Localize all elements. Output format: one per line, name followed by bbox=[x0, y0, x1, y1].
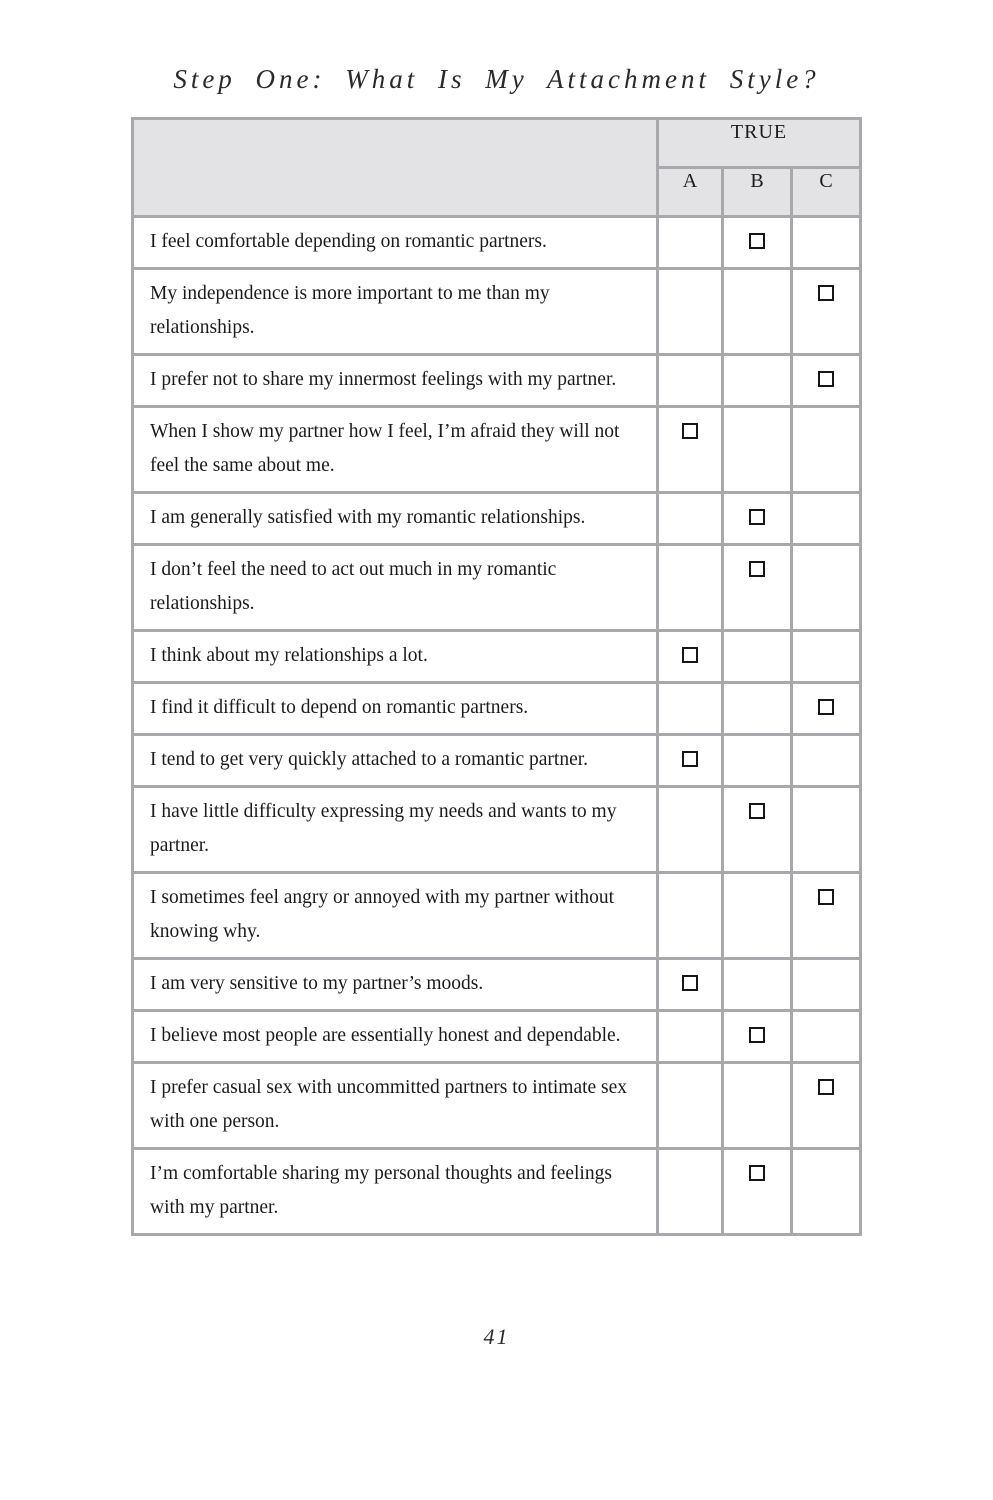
checkbox-cell-c[interactable] bbox=[792, 1149, 861, 1235]
empty-checkbox-icon[interactable] bbox=[818, 285, 834, 301]
checkbox-cell-c[interactable] bbox=[792, 217, 861, 269]
checkbox-cell-c[interactable] bbox=[792, 493, 861, 545]
empty-checkbox-icon[interactable] bbox=[749, 1027, 765, 1043]
checkbox-cell-b[interactable] bbox=[723, 735, 792, 787]
statement-cell: When I show my partner how I feel, I’m afraid they will not feel the same about me. bbox=[133, 407, 658, 493]
empty-checkbox-icon[interactable] bbox=[818, 699, 834, 715]
column-header-c: C bbox=[792, 168, 861, 217]
checkbox-cell-a[interactable] bbox=[658, 1063, 723, 1149]
checkbox-cell-c[interactable] bbox=[792, 683, 861, 735]
checkbox-cell-a[interactable] bbox=[658, 217, 723, 269]
checkbox-cell-c[interactable] bbox=[792, 873, 861, 959]
checkbox-cell-b[interactable] bbox=[723, 355, 792, 407]
statement-cell: I don’t feel the need to act out much in my romantic relationships. bbox=[133, 545, 658, 631]
table-row bbox=[133, 959, 861, 1011]
table-row bbox=[133, 683, 861, 735]
table-row bbox=[133, 631, 861, 683]
checkbox-cell-b[interactable] bbox=[723, 407, 792, 493]
checkbox-cell-b[interactable] bbox=[723, 493, 792, 545]
empty-checkbox-icon[interactable] bbox=[749, 803, 765, 819]
column-header-b: B bbox=[723, 168, 792, 217]
true-group-header: TRUE bbox=[658, 119, 861, 168]
checkbox-cell-c[interactable] bbox=[792, 1063, 861, 1149]
checkbox-cell-a[interactable] bbox=[658, 787, 723, 873]
checkbox-cell-a[interactable] bbox=[658, 407, 723, 493]
empty-checkbox-icon[interactable] bbox=[818, 1079, 834, 1095]
empty-checkbox-icon[interactable] bbox=[682, 647, 698, 663]
empty-checkbox-icon[interactable] bbox=[682, 423, 698, 439]
checkbox-cell-a[interactable] bbox=[658, 545, 723, 631]
column-header-a: A bbox=[658, 168, 723, 217]
table-row bbox=[133, 355, 861, 407]
checkbox-cell-b[interactable] bbox=[723, 787, 792, 873]
corner-cell bbox=[133, 119, 658, 217]
statement-cell: I think about my relationships a lot. bbox=[133, 631, 658, 683]
statement-cell: I feel comfortable depending on romantic partners. bbox=[133, 217, 658, 269]
table-row bbox=[133, 735, 861, 787]
checkbox-cell-c[interactable] bbox=[792, 787, 861, 873]
checkbox-cell-a[interactable] bbox=[658, 631, 723, 683]
checkbox-cell-b[interactable] bbox=[723, 959, 792, 1011]
empty-checkbox-icon[interactable] bbox=[682, 751, 698, 767]
checkbox-cell-c[interactable] bbox=[792, 735, 861, 787]
checkbox-cell-a[interactable] bbox=[658, 959, 723, 1011]
statement-cell: I prefer casual sex with uncommitted partners to intimate sex with one person. bbox=[133, 1063, 658, 1149]
table-row bbox=[133, 407, 861, 493]
checkbox-cell-c[interactable] bbox=[792, 1011, 861, 1063]
checkbox-cell-b[interactable] bbox=[723, 873, 792, 959]
group-header-row bbox=[133, 119, 861, 168]
empty-checkbox-icon[interactable] bbox=[749, 561, 765, 577]
checkbox-cell-a[interactable] bbox=[658, 735, 723, 787]
page-title: Step One: What Is My Attachment Style? bbox=[173, 64, 820, 94]
checkbox-cell-b[interactable] bbox=[723, 631, 792, 683]
empty-checkbox-icon[interactable] bbox=[749, 509, 765, 525]
statement-cell: I have little difficulty expressing my needs and wants to my partner. bbox=[133, 787, 658, 873]
checkbox-cell-b[interactable] bbox=[723, 545, 792, 631]
checkbox-cell-c[interactable] bbox=[792, 631, 861, 683]
statement-cell: I am very sensitive to my partner’s moods. bbox=[133, 959, 658, 1011]
checkbox-cell-a[interactable] bbox=[658, 1011, 723, 1063]
checkbox-cell-a[interactable] bbox=[658, 355, 723, 407]
checkbox-cell-b[interactable] bbox=[723, 1063, 792, 1149]
statement-cell: I sometimes feel angry or annoyed with my partner without knowing why. bbox=[133, 873, 658, 959]
checkbox-cell-b[interactable] bbox=[723, 1011, 792, 1063]
statement-cell: I prefer not to share my innermost feelings with my partner. bbox=[133, 355, 658, 407]
checkbox-cell-c[interactable] bbox=[792, 959, 861, 1011]
table-row bbox=[133, 787, 861, 873]
statement-cell: I tend to get very quickly attached to a romantic partner. bbox=[133, 735, 658, 787]
empty-checkbox-icon[interactable] bbox=[749, 233, 765, 249]
table-row bbox=[133, 545, 861, 631]
checkbox-cell-b[interactable] bbox=[723, 683, 792, 735]
checkbox-cell-c[interactable] bbox=[792, 355, 861, 407]
checkbox-cell-b[interactable] bbox=[723, 269, 792, 355]
table-row bbox=[133, 269, 861, 355]
statement-cell: I find it difficult to depend on romantic partners. bbox=[133, 683, 658, 735]
checkbox-cell-a[interactable] bbox=[658, 493, 723, 545]
checkbox-cell-a[interactable] bbox=[658, 683, 723, 735]
table-row bbox=[133, 217, 861, 269]
table-row bbox=[133, 1011, 861, 1063]
table-row bbox=[133, 493, 861, 545]
statement-cell: My independence is more important to me than my relationships. bbox=[133, 269, 658, 355]
statement-cell: I am generally satisfied with my romantic relationships. bbox=[133, 493, 658, 545]
table-row bbox=[133, 873, 861, 959]
checkbox-cell-b[interactable] bbox=[723, 1149, 792, 1235]
empty-checkbox-icon[interactable] bbox=[818, 889, 834, 905]
checkbox-cell-c[interactable] bbox=[792, 269, 861, 355]
checkbox-cell-b[interactable] bbox=[723, 217, 792, 269]
empty-checkbox-icon[interactable] bbox=[749, 1165, 765, 1181]
table-row bbox=[133, 1063, 861, 1149]
empty-checkbox-icon[interactable] bbox=[682, 975, 698, 991]
statement-cell: I believe most people are essentially honest and dependable. bbox=[133, 1011, 658, 1063]
page-number: 41 bbox=[483, 1324, 510, 1349]
empty-checkbox-icon[interactable] bbox=[818, 371, 834, 387]
checkbox-cell-c[interactable] bbox=[792, 545, 861, 631]
statement-cell: I’m comfortable sharing my personal thoughts and feelings with my partner. bbox=[133, 1149, 658, 1235]
attachment-style-quiz-table bbox=[131, 117, 862, 1236]
checkbox-cell-a[interactable] bbox=[658, 1149, 723, 1235]
checkbox-cell-c[interactable] bbox=[792, 407, 861, 493]
checkbox-cell-a[interactable] bbox=[658, 873, 723, 959]
checkbox-cell-a[interactable] bbox=[658, 269, 723, 355]
table-row bbox=[133, 1149, 861, 1235]
